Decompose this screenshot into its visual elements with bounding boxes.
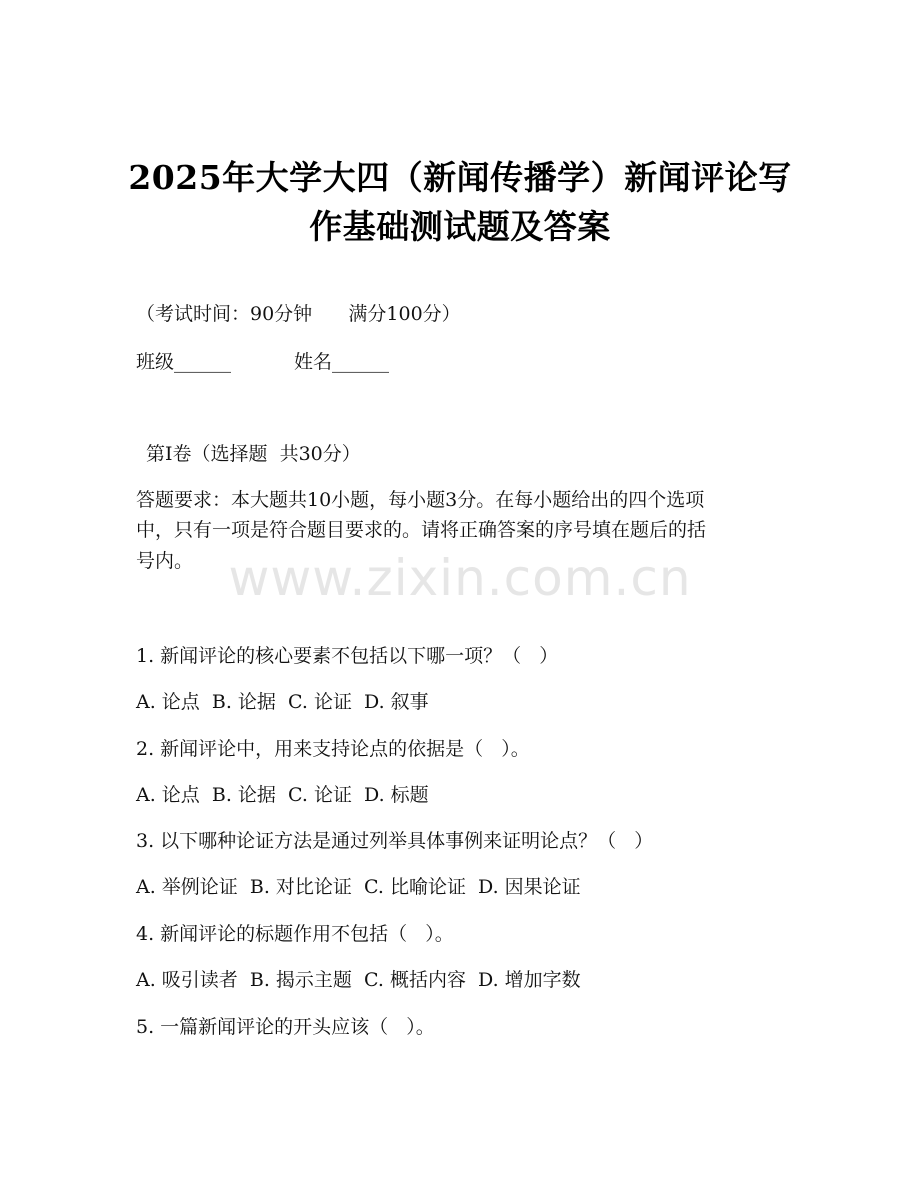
class-field-label: 班级______ <box>136 351 232 373</box>
instructions-line-1: 答题要求：本大题共10小题，每小题3分。在每小题给出的四个选项 <box>136 489 705 511</box>
exam-time-score: （考试时间：90分钟 满分100分） <box>136 303 461 325</box>
question-4-stem: 4. 新闻评论的标题作用不包括（ ）。 <box>136 923 454 945</box>
question-3-stem: 3. 以下哪种论证方法是通过列举具体事例来证明论点？（ ） <box>136 830 654 852</box>
document-title-line-1: 2025年大学大四（新闻传播学）新闻评论写 <box>128 158 792 197</box>
instructions-line-3: 号内。 <box>136 550 194 572</box>
question-2-options: A. 论点 B. 论据 C. 论证 D. 标题 <box>136 784 429 806</box>
question-5-stem: 5. 一篇新闻评论的开头应该（ ）。 <box>136 1016 435 1038</box>
question-1-stem: 1. 新闻评论的核心要素不包括以下哪一项？（ ） <box>136 645 559 667</box>
watermark: www.zixin.com.cn <box>228 549 692 607</box>
question-3-options: A. 举例论证 B. 对比论证 C. 比喻论证 D. 因果论证 <box>136 876 581 898</box>
section-heading: 第I卷（选择题 共30分） <box>146 443 361 465</box>
document-title-line-2: 作基础测试题及答案 <box>309 207 611 246</box>
question-1-options: A. 论点 B. 论据 C. 论证 D. 叙事 <box>136 691 429 713</box>
question-2-stem: 2. 新闻评论中，用来支持论点的依据是（ ）。 <box>136 738 530 760</box>
name-field-label: 姓名______ <box>294 351 390 373</box>
question-4-options: A. 吸引读者 B. 揭示主题 C. 概括内容 D. 增加字数 <box>136 969 581 991</box>
instructions-line-2: 中，只有一项是符合题目要求的。请将正确答案的序号填在题后的括 <box>136 519 707 541</box>
